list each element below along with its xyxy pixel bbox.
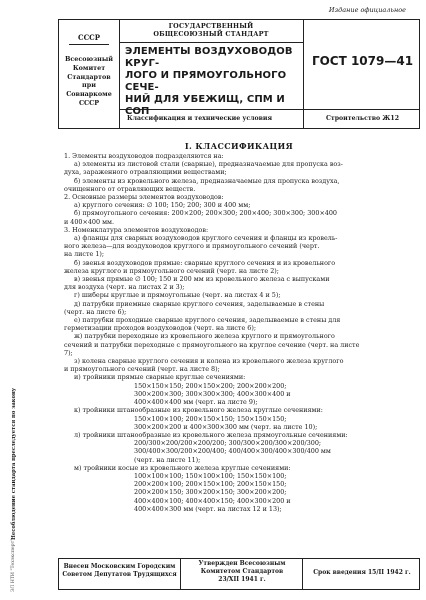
body-line: л) тройники штанообразные из кровельного железа прямоугольные сечениями: — [74, 430, 348, 439]
title-line: НИЙ ДЛЯ УБЕЖИЩ, СПМ И СОП — [125, 94, 285, 117]
body-line: ного железа—для воздуховодов круглого и прямоугольного сечений (черт. — [64, 242, 320, 251]
legal-side-note — [10, 210, 24, 540]
committee-line: Комитет Стандартов — [67, 64, 111, 81]
body-line: а) круглого сечения: ∅ 100; 150; 200; 300 и 400 мм; — [74, 201, 251, 210]
body-line: герметизации проходов воздуховодов (черт. на листе 6); — [64, 324, 256, 333]
standard-type — [121, 22, 301, 38]
footer-line: Комитетом Стандартов — [200, 567, 284, 575]
body-line: (черт. на листе 11); — [134, 455, 201, 464]
body-line: 7); — [64, 348, 73, 357]
body-line: е) патрубки проходные сварные круглого сечения, заделываемые в стены для — [74, 316, 341, 325]
footer-line: Советом Депутатов Трудящихся — [62, 570, 177, 578]
title-line: ЭЛЕМЕНТЫ ВОЗДУХОВОДОВ КРУГ- — [125, 46, 293, 69]
classification-code: Строительство Ж12 — [325, 115, 400, 122]
body-line: 1. Элементы воздуховодов подразделяются на: — [64, 152, 224, 160]
footer-line: Внесен Московским Городским — [63, 563, 176, 570]
body-line: м) тройники косые из кровельного железа круглые сечениями: — [74, 463, 291, 472]
body-line: б) элементы из кровельного железа, предназначаемые для пропуска воздуха, — [74, 176, 340, 185]
edition-label: Издание официальное — [328, 6, 406, 14]
committee-line: при — [82, 81, 96, 90]
issuer-cell — [59, 20, 119, 128]
header-divider — [119, 19, 120, 129]
body-line: г) шиберы круглые и прямоугольные (черт. на листах 4 и 5); — [74, 291, 281, 300]
body-line: к) тройники штанообразные из кровельного железа круглые сечениями: — [74, 406, 323, 415]
body-line: 400×400×400 мм (черт. на листе 9); — [134, 398, 258, 407]
ussr-label: СССР — [69, 33, 109, 45]
body-line: 200×200×150; 300×200×150; 300×200×200; — [134, 488, 287, 497]
standard-type-line: ОБЩЕСОЮЗНЫЙ СТАНДАРТ — [153, 30, 269, 38]
body-line: 300×200×200 и 400×300×300 мм (черт. на листе 10); — [134, 422, 318, 431]
body-line: и прямоугольного сечений (черт. на листе 8); — [64, 365, 220, 374]
body-line: а) элементы из листовой стали (сварные), предназначаемые для пропуска воз- — [74, 160, 343, 169]
body-line: в) звенья прямые ∅ 100; 150 и 200 мм из кровельного железа с выпусками — [74, 275, 330, 284]
body-line: 2. Основные размеры элементов воздуховодов: — [64, 193, 224, 202]
body-line: (черт. на листе 6); — [64, 307, 127, 316]
gost-number: ГОСТ 1079—41 — [311, 54, 414, 68]
body-line: 200×200×100; 200×150×100; 200×150×150; — [134, 480, 287, 489]
body-line: ж) патрубки переходные из кровельного железа круглого и прямоугольного — [74, 332, 335, 341]
title-line: ЛОГО И ПРЯМОУГОЛЬНОГО СЕЧЕ- — [125, 70, 287, 93]
body-line: 200/300×200/200×200/200; 300/300×200/300×200/300; — [134, 439, 322, 448]
body-line: 400×400×100; 400×400×150; 400×300×200 и — [134, 496, 291, 505]
footer-introduced — [59, 563, 180, 579]
body-line: 100×100×100; 150×100×100; 150×150×100; — [134, 471, 287, 480]
body-line: а) фланцы для сварных воздуховодов круглого сечения и фланцы из кровель- — [74, 234, 338, 243]
source-side-note — [10, 520, 22, 592]
footer-line: 23/XII 1941 г. — [218, 575, 266, 583]
footer-approved — [182, 560, 302, 583]
body-line: 3. Номенклатура элементов воздуховодов: — [64, 225, 209, 234]
body-line: б) звенья воздуховодов прямые: сварные круглого сечения и из кровельного — [74, 258, 336, 267]
footer-divider — [302, 558, 303, 590]
document-subtitle: Классификация и технические условия — [127, 115, 273, 122]
body-line: 300×200×300; 300×300×300; 400×300×400 и — [134, 389, 291, 398]
body-line: 300/400×300/200×200/400; 400/400×300/400×300/400 мм — [134, 447, 331, 456]
body-line: 150×150×150; 200×150×200; 200×200×200; — [134, 381, 287, 390]
body-line: духа, зараженного отравляющими веществами; — [64, 168, 227, 177]
body-line: и) тройники прямые сварные круглые сечениями: — [74, 373, 246, 382]
footer-effective-date: Срок введения 15/II 1942 г. — [313, 569, 411, 576]
committee-line: Совнаркоме СССР — [66, 90, 112, 107]
body-line: на листе 1); — [64, 250, 105, 259]
body-line: з) колена сварные круглого сечения и колена из кровельного железа круглого — [74, 357, 344, 366]
body-line: сечений и патрубки переходные с прямоугольного на круглое сечение (черт. на листе — [64, 340, 360, 349]
body-line: железа круглого и прямоугольного сечений (черт. на листе 2); — [64, 266, 279, 275]
footer-divider — [180, 558, 181, 590]
body-line: 150×100×100; 200×150×150; 150×150×150; — [134, 414, 287, 423]
body-line: 400×400×300 мм (черт. на листах 12 и 13); — [134, 504, 282, 513]
legal-side-note-text: Несоблюдение стандарта преследуется по закону — [11, 387, 17, 540]
header-divider — [119, 42, 303, 43]
body-line: и 400×400 мм. — [64, 217, 115, 226]
section-heading: I. КЛАССИФИКАЦИЯ — [184, 141, 294, 151]
body-line: д) патрубки приемные сварные круглого сечения, заделываемые в стены — [74, 299, 325, 308]
document-title — [125, 46, 301, 118]
body-line: для воздуха (черт. на листах 2 и 3); — [64, 283, 185, 292]
standard-type-line: ГОСУДАРСТВЕННЫЙ — [168, 22, 254, 30]
source-side-note-text: ЭЛ НТИ "Техэксперт" — [11, 538, 16, 592]
footer-line: Утвержден Всесоюзным — [198, 560, 286, 567]
body-line: очищенного от отравляющих веществ. — [64, 184, 196, 193]
body-line: б) прямоугольного сечения: 200×200; 200×300; 200×400; 300×300; 300×400 — [74, 209, 337, 218]
committee-line: Всесоюзный — [65, 55, 113, 64]
header-divider — [303, 19, 304, 129]
body-text — [64, 152, 420, 513]
